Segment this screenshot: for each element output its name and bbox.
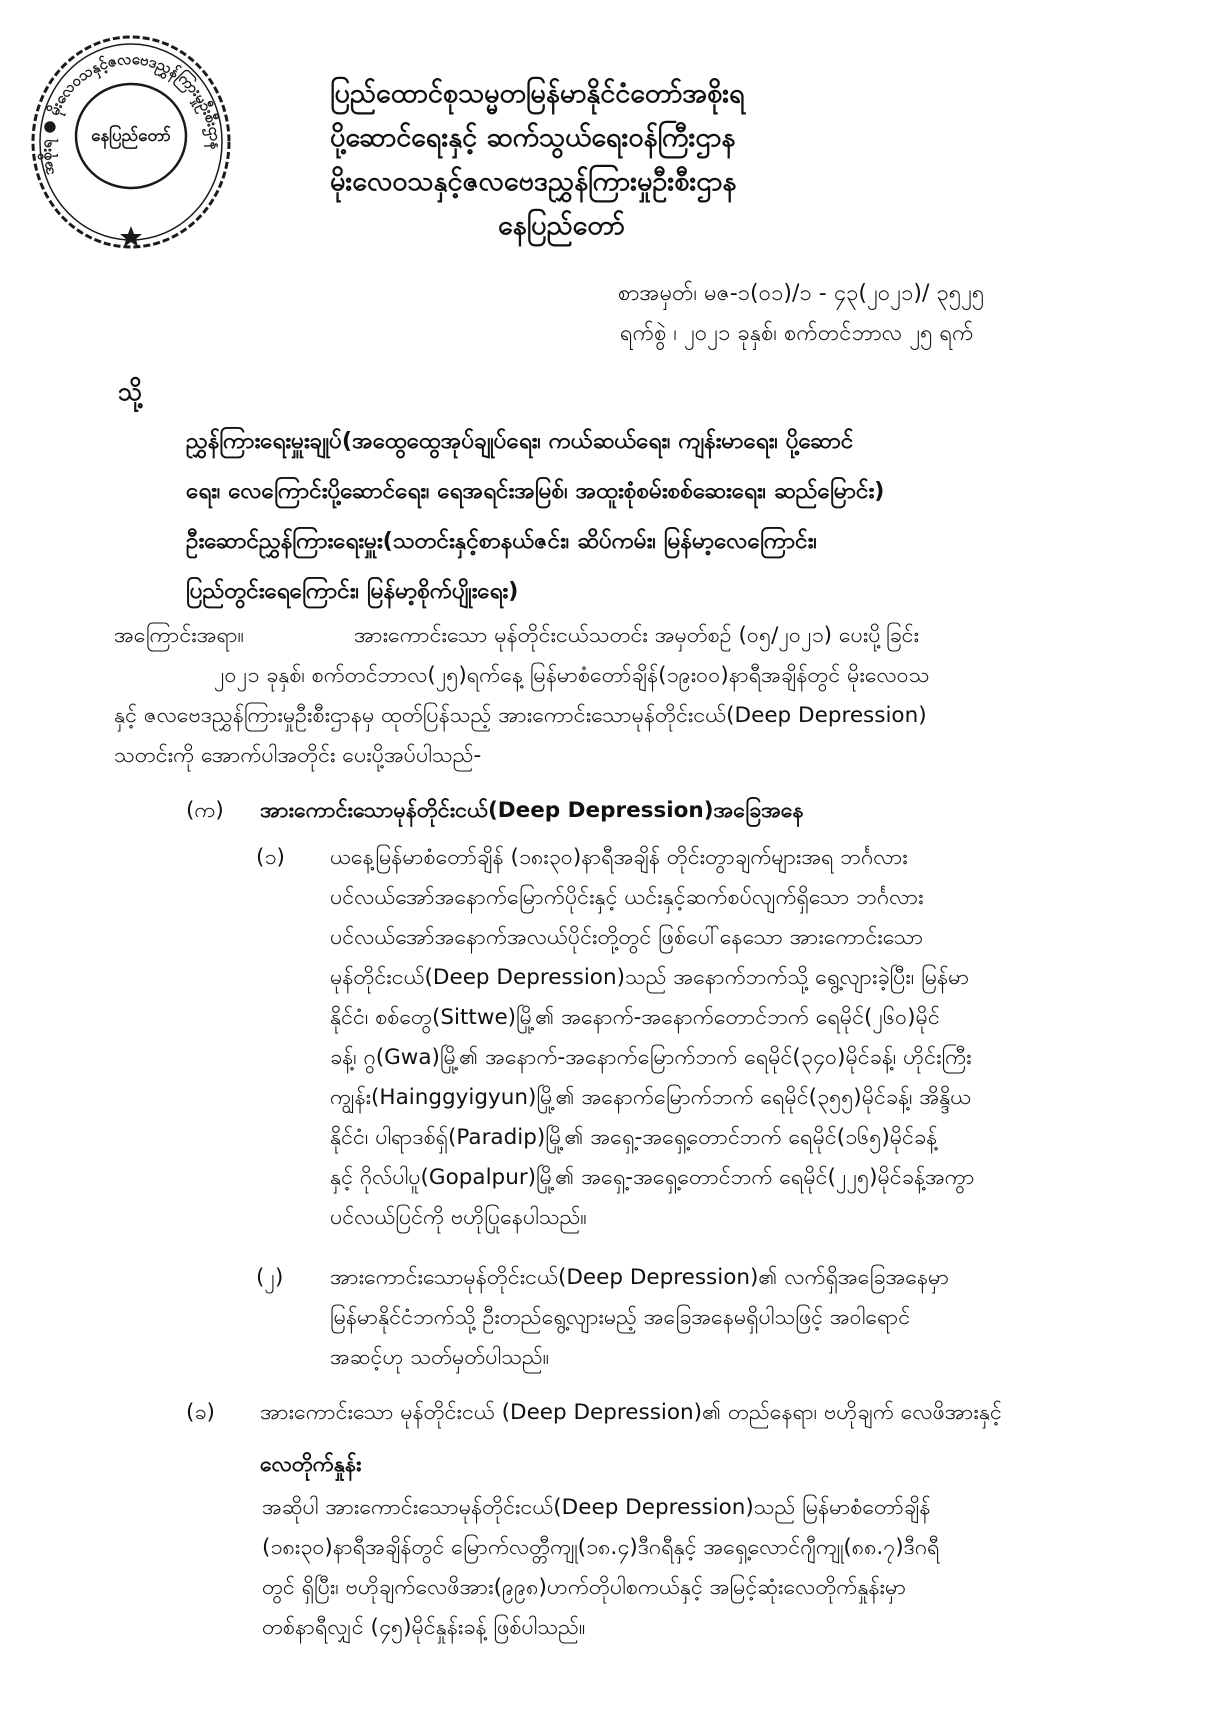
item-1-line: ခန့်၊ ဂွ(Gwa)မြို့၏ အနောက်-အနောက်မြောက်ဘက် ရေမိုင်(၃၄၀)မိုင်ခန့်၊ ဟိုင်းကြီး [330, 1045, 972, 1070]
subject-label: အကြောင်းအရာ။ [114, 623, 245, 648]
kha-para-line: အဆိုပါ အားကောင်းသောမုန်တိုင်းငယ်(Deep Depression)သည် မြန်မာစံတော်ချိန် [262, 1495, 931, 1520]
item-1-line: ပင်လယ်အော်အနောက်မြောက်ပိုင်းနှင့် ယင်းနှင့်ဆက်စပ်လျက်ရှိသော ဘင်္ဂလား [330, 885, 924, 910]
letter-reference [618, 274, 1118, 354]
intro-line: သတင်းကို အောက်ပါအတိုင်း ပေးပို့အပ်ပါသည်- [114, 743, 482, 768]
item-2-line: အဆင့်ဟု သတ်မှတ်ပါသည်။ [330, 1345, 550, 1370]
section-kha-title-cont [260, 1446, 362, 1484]
item-1-line: ယနေ့မြန်မာစံတော်ချိန် (၁၈း၃၀)နာရီအချိန် တိုင်းတွာချက်များအရ ဘင်္ဂလား [330, 845, 908, 870]
section-kha-title-line2: လေတိုက်နှုန်း [260, 1452, 362, 1477]
subject-line [114, 620, 1114, 652]
to-label: သို့ [118, 377, 143, 406]
svg-text:အစိုးရ ● မိုးလေဝသနှင့်ဇလဗေဒညွှ [36, 50, 225, 177]
section-ka-heading [186, 792, 804, 830]
letterhead-department: မိုးလေဝသနှင့်ဇလဗေဒညွှန်ကြားမှုဦးစီးဌာန [330, 166, 737, 197]
seal-center-text: နေပြည်တော် [91, 126, 171, 146]
addressee-block [186, 416, 1086, 616]
star-icon [120, 226, 142, 247]
seal-ring-text: အစိုးရ ● မိုးလေဝသနှင့်ဇလဗေဒညွှန်ကြားမှုဦးစီးဌာန [36, 49, 226, 177]
intro-line: ၂၀၂၁ ခုနှစ်၊ စက်တင်ဘာလ(၂၅)ရက်နေ့ မြန်မာစံတော်ချိန်(၁၉း၀၀)နာရီအချိန်တွင် မိုးလေဝသ [214, 663, 930, 688]
letterhead [330, 72, 910, 248]
item-2-line: အားကောင်းသောမုန်တိုင်းငယ်(Deep Depression)၏ လက်ရှိအခြေအနေမှာ [330, 1265, 950, 1290]
item-2-text [330, 1258, 1126, 1378]
section-kha-heading [186, 1394, 1002, 1432]
letterhead-ministry: ပို့ဆောင်ရေးနှင့် ဆက်သွယ်ရေးဝန်ကြီးဌာန [330, 122, 736, 153]
item-1-text [330, 838, 1126, 1238]
addressee-line: ဦးဆောင်ညွှန်ကြားရေးမှူး(သတင်းနှင့်စာနယ်ဇင်း၊ ဆိပ်ကမ်း၊ မြန်မာ့လေကြောင်း၊ [186, 528, 817, 554]
item-1-line: မုန်တိုင်းငယ်(Deep Depression)သည် အနောက်ဘက်သို့ ရွေ့လျားခဲ့ပြီး၊ မြန်မာ [330, 965, 970, 990]
item-1-line: နိုင်ငံ၊ စစ်တွေ(Sittwe)မြို့၏ အနောက်-အနောက်တောင်ဘက် ရေမိုင်(၂၆၀)မိုင် [330, 1005, 940, 1030]
item-1 [236, 838, 1126, 1238]
item-2 [236, 1258, 1126, 1378]
letter-date: ရက်စွဲ ၊ ၂၀၂၁ ခုနှစ်၊ စက်တင်ဘာလ ၂၅ ရက် [620, 321, 974, 346]
official-seal [26, 30, 236, 255]
kha-para-line: တွင် ရှိပြီး၊ ဗဟိုချက်လေဖိအား(၉၉၈)ဟက်တိုပါစကယ်နှင့် အမြင့်ဆုံးလေတိုက်နှုန်းမှာ [262, 1575, 907, 1600]
addressee-line: ပြည်တွင်းရေကြောင်း၊ မြန်မာ့စိုက်ပျိုးရေး) [186, 578, 519, 604]
item-1-number: (၁) [256, 845, 285, 870]
kha-para-line: (၁၈း၃၀)နာရီအချိန်တွင် မြောက်လတ္တီကျု(၁၈.၄)ဒီဂရီနှင့် အရှေ့လောင်ဂျီကျု(၈၈.၇)ဒီဂရီ [262, 1535, 940, 1560]
section-ka-title: အားကောင်းသောမုန်တိုင်းငယ်(Deep Depression)အခြေအနေ [260, 798, 804, 823]
letter-number: စာအမှတ်၊ မဇ-၁(၀၁)/၁ - ၄၃(၂၀၂၁)/ ၃၅၂၅ [618, 281, 985, 306]
letterhead-government: ပြည်ထောင်စုသမ္မတမြန်မာနိုင်ငံတော်အစိုးရ [330, 78, 745, 109]
section-kha-number: (ခ) [186, 1400, 215, 1425]
item-2-number: (၂) [256, 1265, 284, 1290]
section-kha-paragraph [262, 1488, 1126, 1648]
item-2-line: မြန်မာနိုင်ငံဘက်သို့ ဦးတည်ရွေ့လျားမည့် အခြေအနေမရှိပါသဖြင့် အဝါရောင် [330, 1305, 911, 1330]
item-1-line: ပင်လယ်အော်အနောက်အလယ်ပိုင်းတို့တွင် ဖြစ်ပေါ်နေသော အားကောင်းသော [330, 925, 924, 950]
item-1-line: ကျွန်း(Hainggyigyun)မြို့၏ အနောက်မြောက်ဘက် ရေမိုင်(၃၅၅)မိုင်ခန့်၊ အိန္ဒိယ [330, 1085, 972, 1110]
item-1-line: နှင့် ဂိုလ်ပါပူ(Gopalpur)မြို့၏ အရှေ့-အရှေ့တောင်ဘက် ရေမိုင်(၂၂၅)မိုင်ခန့်အကွာ [330, 1165, 975, 1190]
item-1-line: ပင်လယ်ပြင်ကို ဗဟိုပြုနေပါသည်။ [330, 1205, 587, 1230]
addressee-line: ရေး၊ လေကြောင်းပို့ဆောင်ရေး၊ ရေအရင်းအမြစ်၊ အထူးစုံစမ်းစစ်ဆေးရေး၊ ဆည်မြောင်း) [186, 478, 885, 504]
item-1-line: နိုင်ငံ၊ ပါရာဒစ်ရှ်(Paradip)မြို့၏ အရှေ့-အရှေ့တောင်ဘက် ရေမိုင်(၁၆၅)မိုင်ခန့် [330, 1125, 938, 1150]
intro-line: နှင့် ဇလဗေဒညွှန်ကြားမှုဦးစီးဌာနမှ ထုတ်ပြန်သည့် အားကောင်းသောမုန်တိုင်းငယ်(Deep Depression) [114, 703, 927, 728]
letterhead-city: နေပြည်တော် [498, 210, 625, 241]
intro-paragraph [114, 656, 1124, 776]
section-kha-title: အားကောင်းသော မုန်တိုင်းငယ် (Deep Depression)၏ တည်နေရာ၊ ဗဟိုချက် လေဖိအားနှင့် [260, 1400, 1002, 1425]
addressee-line: ညွှန်ကြားရေးမှူးချုပ်(အထွေထွေအုပ်ချုပ်ရေး၊ ကယ်ဆယ်ရေး၊ ကျန်းမာရေး၊ ပို့ဆောင် [186, 428, 854, 454]
section-ka-number: (က) [186, 798, 224, 823]
subject-text: အားကောင်းသော မုန်တိုင်းငယ်သတင်း အမှတ်စဉ် (၀၅/၂၀၂၁) ပေးပို့ခြင်း [354, 623, 920, 648]
kha-para-line: တစ်နာရီလျှင် (၄၅)မိုင်နှုန်းခန့် ဖြစ်ပါသည်။ [262, 1615, 586, 1640]
